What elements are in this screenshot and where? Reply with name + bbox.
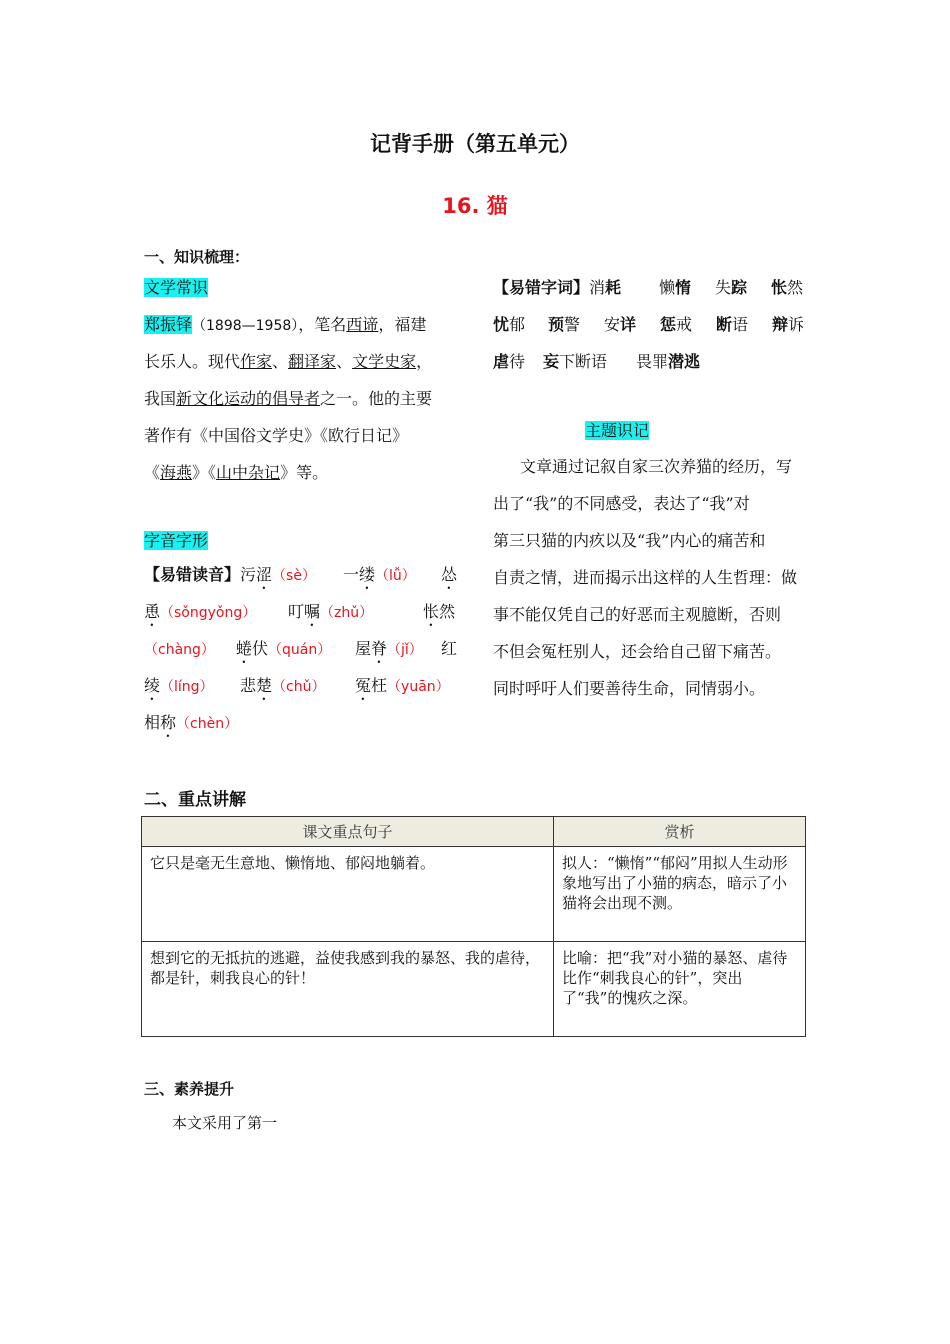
mistake-word <box>493 306 525 344</box>
work-title: 山中杂记 <box>216 463 281 482</box>
word-part: 失 <box>715 278 732 297</box>
role: 作家 <box>240 352 273 371</box>
mistake-word <box>715 269 747 307</box>
pron-item <box>144 667 214 707</box>
theme-line: 文章通过记叙自家三次养猫的经历，写 <box>520 457 793 476</box>
table-cell-analysis: 比喻：把“我”对小猫的暴怒、虐待比作“刺我良心的针”，突出了“我”的愧疚之深。 <box>554 942 806 1037</box>
section-3-heading: 三、素养提升 <box>144 1080 235 1098</box>
table-header: 课文重点句子 <box>142 817 554 847</box>
author-years: （1898—1958） <box>192 318 299 334</box>
literature-line-4: 著作有《中国俗文学史》《欧行日记》 <box>144 426 409 445</box>
word-part: 消 <box>589 278 606 297</box>
pron-item <box>240 565 316 584</box>
pinyin: （líng） <box>160 679 214 695</box>
dotted-char: 冤 <box>355 676 372 695</box>
text: 我国 <box>144 389 177 408</box>
dotted-char: 绫 <box>144 676 161 695</box>
word-part: 待 <box>509 352 526 371</box>
word-part: 安 <box>604 315 621 334</box>
dotted-char: 恿 <box>144 602 161 621</box>
text: ，笔名 <box>298 315 347 334</box>
role: 新文化运动的倡导者 <box>176 389 321 408</box>
word-part: 忧 <box>493 315 510 334</box>
pron-item <box>236 630 331 670</box>
literature-line-1 <box>144 306 426 346</box>
dotted-char: 嘱 <box>304 602 321 621</box>
word-part: 警 <box>564 315 581 334</box>
text: 》等。 <box>280 463 329 482</box>
mistake-word <box>493 343 525 381</box>
author-name: 郑振铎 <box>144 315 193 334</box>
text: 之一。他的主要 <box>320 389 433 408</box>
pinyin: （sǒngyǒng） <box>160 605 257 621</box>
mistake-word <box>636 343 700 381</box>
pron-item <box>441 630 457 668</box>
literature-tag-line <box>144 269 208 307</box>
section-1-heading: 一、知识梳理： <box>144 248 250 266</box>
literature-line-2 <box>144 343 432 381</box>
pron-item <box>288 593 373 633</box>
pronunciation-tag-line <box>144 522 208 560</box>
word-part: 懒 <box>659 278 676 297</box>
pinyin: （zhǔ） <box>320 605 374 621</box>
mistake-word <box>771 269 803 307</box>
work-title: 海燕 <box>160 463 193 482</box>
pinyin: （chèn） <box>176 716 239 732</box>
theme-line: 第三只猫的内疚以及“我”内心的痛苦和 <box>493 531 766 550</box>
role: 文学史家 <box>352 352 417 371</box>
pron-item <box>343 556 416 596</box>
text: 》《 <box>192 463 217 482</box>
word-part: 戒 <box>676 315 693 334</box>
text: 、 <box>272 352 289 371</box>
word-part: 下断语 <box>559 352 608 371</box>
word-part: 妄 <box>543 352 560 371</box>
mistake-word <box>772 306 804 344</box>
pron-item <box>423 593 455 631</box>
word-part: 断 <box>716 315 733 334</box>
pinyin: （sè） <box>272 568 316 584</box>
word-part: 然 <box>787 278 804 297</box>
lesson-title: 16. 猫 <box>442 194 508 218</box>
word-part: 畏罪 <box>636 352 669 371</box>
mistakes-label: 【易错字词】 <box>493 278 590 297</box>
key-sentences-table <box>141 816 806 1037</box>
table-row <box>142 942 806 1037</box>
section-2-heading: 二、重点讲解 <box>144 790 246 810</box>
text: 长乐人。现代 <box>144 352 241 371</box>
theme-line: 同时呼吁人们要善待生命，同情弱小。 <box>493 679 766 698</box>
role: 翻译家 <box>288 352 337 371</box>
dotted-char: 蜷 <box>236 639 253 658</box>
text: 《 <box>144 463 161 482</box>
word-part: 惩 <box>660 315 677 334</box>
pron-line-1 <box>144 556 316 596</box>
word-part: 预 <box>548 315 565 334</box>
pinyin: （yuān） <box>387 679 450 695</box>
word-part: 惰 <box>675 278 692 297</box>
pron-item <box>441 556 457 594</box>
dotted-char: 楚 <box>256 676 273 695</box>
mistake-word <box>659 269 691 307</box>
text: 、 <box>336 352 353 371</box>
word-part: 诉 <box>788 315 805 334</box>
pinyin: （lǚ） <box>375 568 416 584</box>
dotted-char: 怅 <box>423 602 440 621</box>
pronunciation-tag: 字音字形 <box>144 531 209 550</box>
mistake-word <box>716 306 748 344</box>
pron-item <box>144 593 256 633</box>
section-3-text: 本文采用了第一 <box>172 1114 278 1132</box>
pron-item <box>355 630 423 670</box>
mistake-word <box>660 306 692 344</box>
theme-line: 不但会冤枉别人，还会给自己留下痛苦。 <box>493 642 782 661</box>
char: 一 <box>343 565 360 584</box>
pronunciation-label: 【易错读音】 <box>144 565 241 584</box>
pen-name: 西谛 <box>346 315 379 334</box>
pinyin: （chàng） <box>144 642 215 658</box>
word-part: 潜逃 <box>668 352 701 371</box>
pinyin: （jǐ） <box>387 642 423 658</box>
char: 相 <box>144 713 161 732</box>
word-part: 郁 <box>509 315 526 334</box>
table-cell-analysis: 拟人：“懒惰”“郁闷”用拟人生动形象地写出了小猫的病态，暗示了小猫将会出现不测。 <box>554 847 806 942</box>
word-part: 虐 <box>493 352 510 371</box>
text: ，福建 <box>378 315 427 334</box>
char: 污 <box>240 565 257 584</box>
dotted-char: 称 <box>160 713 177 732</box>
char: 枉 <box>371 676 388 695</box>
word-part: 语 <box>732 315 749 334</box>
mistake-word <box>543 343 607 381</box>
char: 红 <box>441 639 458 658</box>
dotted-char: 怂 <box>441 565 458 584</box>
dotted-char: 缕 <box>359 565 376 584</box>
word-part: 怅 <box>771 278 788 297</box>
table-cell-sentence: 想到它的无抵抗的逃避，益使我感到我的暴怒、我的虐待，都是针，刺我良心的针！ <box>142 942 554 1037</box>
text: ， <box>416 352 433 371</box>
table-header: 赏析 <box>554 817 806 847</box>
pron-item <box>240 667 325 707</box>
theme-tag-line <box>585 412 649 450</box>
word-part: 踪 <box>731 278 748 297</box>
pron-item <box>355 667 450 707</box>
theme-tag: 主题识记 <box>585 421 650 440</box>
literature-line-3 <box>144 380 432 418</box>
table-row <box>142 847 806 942</box>
pron-item <box>144 630 215 670</box>
theme-line: 出了“我”的不同感受，表达了“我”对 <box>493 494 750 513</box>
mistake-word <box>548 306 580 344</box>
pinyin: （chǔ） <box>272 679 326 695</box>
char: 然 <box>439 602 456 621</box>
word-part: 耗 <box>605 278 622 297</box>
char: 伏 <box>252 639 269 658</box>
theme-line: 自责之情，进而揭示出这样的人生哲理：做 <box>493 568 798 587</box>
char: 叮 <box>288 602 305 621</box>
mistake-word <box>604 306 636 344</box>
pinyin: （quán） <box>268 642 332 658</box>
table-header-row <box>142 817 806 847</box>
pron-item <box>144 704 238 744</box>
literature-tag: 文学常识 <box>144 278 209 297</box>
theme-line: 事不能仅凭自己的好恶而主观臆断，否则 <box>493 605 782 624</box>
dotted-char: 涩 <box>256 565 273 584</box>
char: 屋 <box>355 639 372 658</box>
table-cell-sentence: 它只是毫无生意地、懒惰地、郁闷地躺着。 <box>142 847 554 942</box>
literature-line-5 <box>144 454 328 492</box>
word-part: 辩 <box>772 315 789 334</box>
mistakes-line-1 <box>493 269 621 307</box>
word-part: 详 <box>620 315 637 334</box>
char: 悲 <box>240 676 257 695</box>
page-title: 记背手册（第五单元） <box>370 132 580 156</box>
dotted-char: 脊 <box>371 639 388 658</box>
